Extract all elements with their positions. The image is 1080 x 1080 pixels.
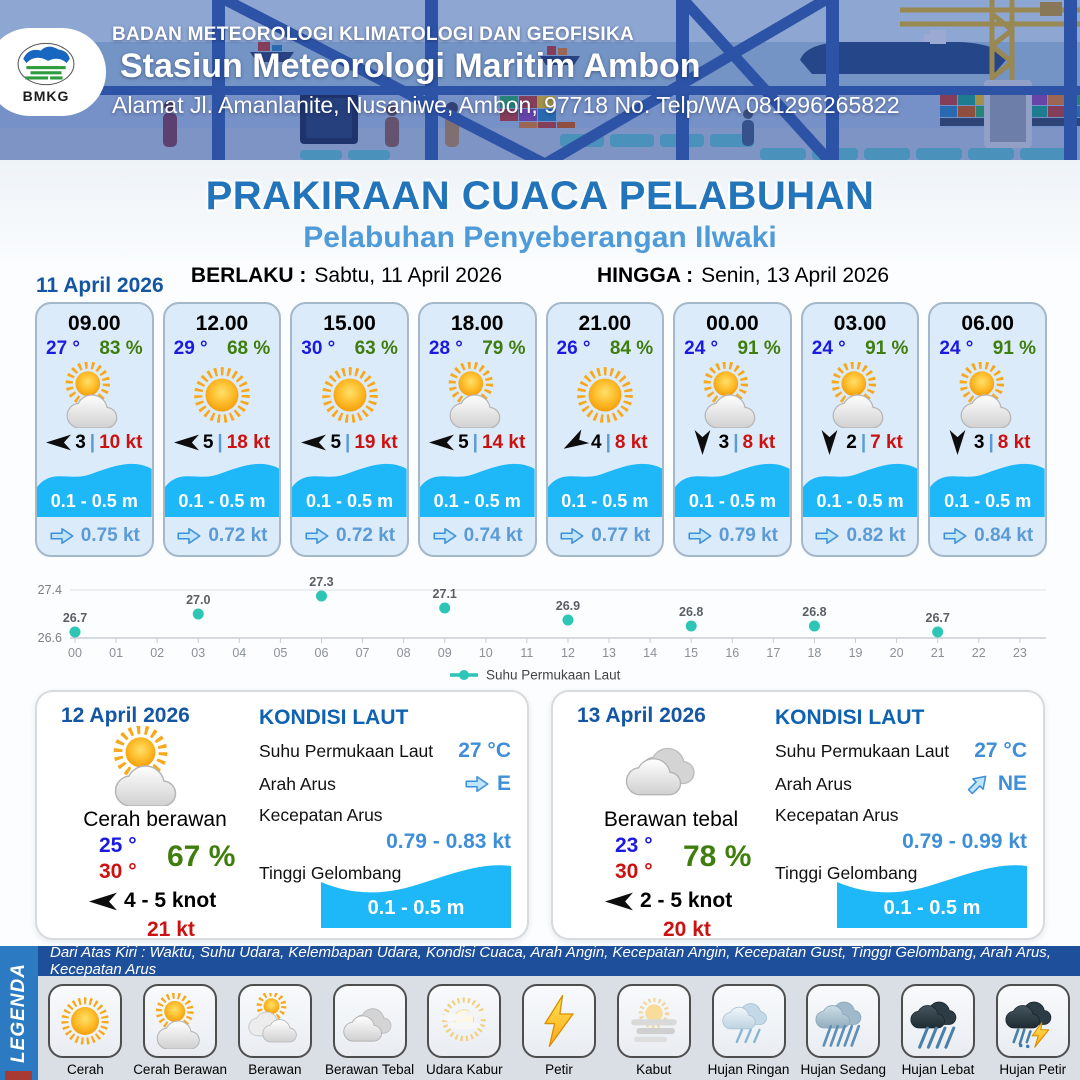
current-direction-icon	[176, 526, 202, 546]
current-direction-icon	[432, 526, 458, 546]
legend-item-label: Hujan Sedang	[800, 1062, 887, 1077]
weather-icon	[312, 362, 388, 428]
card-time: 00.00	[706, 312, 759, 335]
air-temperature: 28 °	[428, 338, 463, 360]
humidity: 83 %	[99, 338, 143, 360]
forecast-date: 11 April 2026	[36, 274, 164, 297]
wind-row	[301, 428, 397, 458]
wind-speed: 4	[590, 431, 602, 453]
card-time: 12.00	[195, 312, 249, 335]
svg-text:02: 02	[150, 646, 165, 660]
current-speed-row	[930, 517, 1045, 555]
gust-speed: 8 kt	[997, 431, 1031, 453]
wind-row	[605, 889, 732, 913]
svg-text:08: 08	[396, 646, 411, 660]
current-direction-icon	[464, 774, 490, 794]
legend-item	[227, 976, 322, 1080]
humidity: 91 %	[992, 338, 1036, 360]
legend-item-label: Berawan Tebal	[325, 1062, 415, 1077]
legend-item-label: Cerah	[66, 1062, 104, 1077]
wind-speed: 3	[75, 431, 86, 453]
wind-speed: 5	[202, 431, 214, 453]
separator: |	[860, 431, 867, 453]
title-section	[0, 160, 1080, 287]
legend-item	[985, 976, 1080, 1080]
svg-text:21: 21	[930, 646, 945, 660]
gust-speed: 20 kt	[663, 918, 711, 941]
legend-item	[38, 976, 133, 1080]
hujan-petir-icon	[1005, 993, 1061, 1049]
card-time: 03.00	[833, 312, 887, 335]
wind-row	[945, 428, 1031, 458]
card-time: 18.00	[450, 312, 504, 335]
humidity: 68 %	[226, 338, 271, 360]
berawan-icon	[247, 993, 303, 1049]
legend-icon-box	[522, 984, 596, 1058]
valid-until: HINGGA : Senin, 13 April 2026	[597, 264, 890, 287]
current-speed-value: 0.79 - 0.83 kt	[386, 830, 511, 853]
current-speed-row	[548, 517, 663, 555]
legend-icon-box	[427, 984, 501, 1058]
svg-text:Suhu Permukaan Laut: Suhu Permukaan Laut	[486, 667, 621, 683]
svg-text:16: 16	[725, 646, 740, 660]
wave-height-band	[37, 455, 152, 517]
forecast-card	[418, 302, 537, 557]
legend-item	[891, 976, 986, 1080]
wave-height-graphic	[837, 856, 1027, 928]
card-temp-humidity-row	[803, 335, 918, 361]
forecast-card	[673, 302, 792, 557]
weather-icon	[822, 362, 898, 428]
udara-kabur-icon	[436, 993, 492, 1049]
gust-speed: 8 kt	[742, 431, 776, 453]
gust-speed: 21 kt	[147, 918, 195, 941]
legend-item-label: Udara Kabur	[426, 1062, 503, 1077]
legend-icon-box	[996, 984, 1070, 1058]
current-direction-icon	[304, 526, 330, 546]
page-subtitle: Pelabuhan Penyeberangan Ilwaki	[303, 221, 777, 254]
weather-icon	[694, 362, 770, 428]
current-speed-row	[165, 517, 280, 555]
separator: |	[605, 431, 611, 453]
svg-text:19: 19	[848, 646, 863, 660]
valid-from: BERLAKU : Sabtu, 11 April 2026	[190, 264, 503, 287]
legend-footer	[0, 946, 1080, 1080]
weather-icon	[439, 362, 515, 428]
current-direction-label: Arah Arus	[259, 773, 336, 794]
svg-text:26.9: 26.9	[555, 599, 581, 613]
legend-item-label: Hujan Ringan	[707, 1062, 790, 1077]
wind-direction-icon	[429, 433, 454, 452]
svg-text:00: 00	[68, 646, 82, 660]
legend-item	[417, 976, 512, 1080]
gust-speed: 7 kt	[870, 431, 903, 453]
bmkg-emblem-icon	[15, 41, 77, 87]
sst-value: 27 °C	[974, 739, 1027, 762]
daily-panel-12-april	[35, 690, 529, 940]
wind-speed: 5	[330, 431, 342, 453]
svg-text:04: 04	[232, 646, 247, 660]
card-temp-humidity-row	[930, 335, 1045, 361]
svg-text:26.8: 26.8	[802, 605, 827, 619]
forecast-card	[35, 302, 154, 557]
wind-speed: 2	[846, 431, 857, 453]
current-speed-row	[292, 517, 407, 555]
wind-row	[817, 428, 903, 458]
card-time: 06.00	[961, 312, 1014, 335]
air-temperature: 29 °	[173, 338, 208, 360]
legend-item-label: Hujan Petir	[999, 1062, 1067, 1077]
legend-title: LEGENDA	[8, 963, 29, 1063]
petir-icon	[531, 993, 587, 1049]
wave-height-band	[292, 455, 407, 517]
page-title: PRAKIRAAN CUACA PELABUHAN	[205, 174, 875, 218]
current-speed-row	[803, 517, 918, 555]
air-temperature: 26 °	[556, 338, 591, 360]
legend-icon-box	[901, 984, 975, 1058]
humidity: 78 %	[683, 840, 752, 873]
wind-row	[562, 428, 648, 458]
humidity: 67 %	[167, 840, 236, 873]
wave-height-label: Tinggi Gelombang	[259, 863, 402, 883]
svg-text:20: 20	[889, 646, 904, 660]
current-direction-icon	[942, 526, 968, 546]
separator: |	[217, 431, 223, 453]
berawan-tebal-icon	[342, 993, 398, 1049]
humidity: 63 %	[354, 338, 398, 360]
svg-text:09: 09	[437, 646, 452, 660]
current-direction-icon	[687, 526, 713, 546]
legend-icon-box	[333, 984, 407, 1058]
separator: |	[733, 431, 739, 453]
weather-description: Cerah berawan	[83, 808, 227, 831]
legend-strip-accent	[5, 1071, 32, 1080]
wave-height: 0.1 - 0.5 m	[50, 491, 138, 511]
wind-direction-icon	[46, 433, 71, 452]
svg-text:27.0: 27.0	[186, 593, 211, 607]
wind-direction-icon	[820, 430, 839, 455]
weather-description: Berawan tebal	[603, 808, 739, 831]
wave-height-value: 0.1 - 0.5 m	[367, 897, 465, 919]
forecast-card	[546, 302, 665, 557]
weather-icon	[95, 726, 201, 806]
wave-height-label: Tinggi Gelombang	[775, 863, 918, 883]
legend-item-label: Petir	[545, 1062, 573, 1077]
sea-conditions-title: KONDISI LAUT	[259, 706, 409, 729]
wind-direction-icon	[948, 430, 967, 455]
daily-panels	[35, 690, 1045, 940]
card-temp-humidity-row	[37, 335, 152, 361]
forecast-card	[290, 302, 409, 557]
legend-icon-box	[143, 984, 217, 1058]
current-speed-label: Kecepatan Arus	[775, 805, 899, 825]
legend-icon-box	[238, 984, 312, 1058]
air-temperature: 24 °	[811, 338, 846, 360]
cerah-icon	[57, 993, 113, 1049]
wave-height: 0.1 - 0.5 m	[433, 491, 521, 511]
hujan-sedang-icon	[815, 993, 871, 1049]
current-speed: 0.77 kt	[591, 525, 651, 546]
svg-text:23: 23	[1012, 646, 1027, 660]
sst-label: Suhu Permukaan Laut	[259, 740, 434, 761]
legend-icon-box	[806, 984, 880, 1058]
current-direction-icon	[49, 526, 75, 546]
wind-speed: 3	[718, 431, 730, 453]
wave-height: 0.1 - 0.5 m	[306, 491, 394, 511]
bmkg-logo	[0, 28, 106, 116]
station-name: Stasiun Meteorologi Maritim Ambon	[120, 47, 701, 85]
legend-item	[133, 976, 228, 1080]
svg-text:27.4: 27.4	[37, 583, 62, 597]
air-temperature: 30 °	[301, 338, 336, 360]
weather-icon	[567, 362, 643, 428]
humidity: 91 %	[737, 338, 781, 360]
wind-speed: 4 - 5 knot	[124, 889, 217, 912]
wind-speed: 2 - 5 knot	[640, 889, 733, 912]
legend-title-strip	[0, 946, 38, 1080]
weather-icon	[611, 726, 717, 806]
wind-row	[690, 428, 776, 458]
legend-item	[796, 976, 891, 1080]
card-temp-humidity-row	[420, 335, 535, 361]
gust-speed: 8 kt	[614, 431, 648, 453]
svg-text:01: 01	[109, 646, 124, 660]
svg-text:26.8: 26.8	[679, 605, 704, 619]
svg-text:10: 10	[478, 646, 493, 660]
forecast-card	[163, 302, 282, 557]
current-direction-value: NE	[997, 772, 1027, 795]
legend-item-label: Hujan Lebat	[901, 1062, 975, 1077]
hujan-ringan-icon	[721, 993, 777, 1049]
current-speed-label: Kecepatan Arus	[259, 805, 383, 825]
card-temp-humidity-row	[675, 335, 790, 361]
card-temp-humidity-row	[165, 335, 280, 361]
wind-row	[174, 428, 270, 458]
current-speed: 0.74 kt	[463, 525, 523, 546]
svg-text:15: 15	[684, 646, 699, 660]
sea-conditions	[259, 706, 511, 928]
wind-row	[429, 428, 525, 458]
gust-speed: 14 kt	[481, 431, 526, 453]
wind-direction-icon	[693, 430, 712, 455]
temp-max: 30 °	[99, 860, 137, 883]
wind-direction-icon	[559, 428, 590, 457]
card-time: 15.00	[323, 312, 376, 335]
svg-text:12: 12	[561, 646, 575, 660]
current-direction-icon	[559, 526, 585, 546]
current-speed-row	[675, 517, 790, 555]
kabut-icon	[626, 993, 682, 1049]
wave-height-value: 0.1 - 0.5 m	[883, 897, 981, 919]
current-speed: 0.79 kt	[718, 525, 779, 546]
wave-height-band	[165, 455, 280, 517]
hujan-lebat-icon	[910, 993, 966, 1049]
weather-icon	[56, 362, 132, 428]
svg-text:05: 05	[273, 646, 288, 660]
forecast-cards-row	[35, 302, 1047, 557]
wave-height: 0.1 - 0.5 m	[816, 491, 904, 511]
svg-text:14: 14	[643, 646, 658, 660]
sst-value: 27 °C	[458, 739, 511, 762]
weather-icon	[950, 362, 1026, 428]
separator: |	[988, 431, 994, 453]
humidity: 84 %	[609, 338, 654, 360]
svg-text:13: 13	[602, 646, 616, 660]
wind-row	[46, 428, 142, 458]
current-direction-icon	[814, 526, 840, 546]
forecast-card	[801, 302, 920, 557]
wave-height: 0.1 - 0.5 m	[944, 491, 1032, 511]
wave-height-band	[930, 455, 1045, 517]
legend-items-row	[38, 976, 1080, 1080]
svg-text:18: 18	[807, 646, 822, 660]
temp-min: 23 °	[615, 834, 653, 857]
card-temp-humidity-row	[292, 335, 407, 361]
wind-direction-icon	[174, 433, 199, 452]
wind-speed: 3	[973, 431, 985, 453]
current-direction-label: Arah Arus	[775, 773, 852, 794]
legend-item	[512, 976, 607, 1080]
bmkg-logo-text: BMKG	[22, 87, 70, 104]
wind-row	[89, 889, 216, 913]
separator: |	[89, 431, 96, 453]
svg-text:26.7: 26.7	[925, 611, 950, 625]
legend-caption: Dari Atas Kiri : Waktu, Suhu Udara, Kelembapan Udara, Kondisi Cuaca, Arah Angin, Kecepatan Angin, Kecepatan Gust, Tinggi Gelombang, Arah Arus, Kecepatan Arus	[38, 946, 1080, 976]
wind-direction-icon	[301, 433, 326, 452]
svg-text:22: 22	[971, 646, 986, 660]
wave-height: 0.1 - 0.5 m	[561, 491, 649, 511]
card-temp-humidity-row	[548, 335, 663, 361]
legend-item	[701, 976, 796, 1080]
svg-text:03: 03	[191, 646, 206, 660]
svg-text:17: 17	[766, 646, 781, 660]
svg-text:27.3: 27.3	[309, 575, 334, 589]
temp-min: 25 °	[99, 834, 137, 857]
current-speed-row	[37, 517, 152, 555]
legend-icon-box	[48, 984, 122, 1058]
sea-conditions	[775, 706, 1027, 928]
gust-speed: 18 kt	[226, 431, 271, 453]
weather-icon	[184, 362, 260, 428]
card-time: 09.00	[68, 312, 121, 335]
current-speed: 0.84 kt	[974, 525, 1034, 546]
air-temperature: 24 °	[939, 338, 974, 360]
wave-height: 0.1 - 0.5 m	[688, 491, 776, 511]
temp-max: 30 °	[615, 860, 653, 883]
wave-height-band	[420, 455, 535, 517]
wave-height-graphic	[321, 856, 511, 928]
sea-surface-temperature-chart	[0, 560, 1080, 686]
sst-label: Suhu Permukaan Laut	[775, 740, 950, 761]
svg-text:06: 06	[314, 646, 329, 660]
wind-direction-icon	[605, 891, 633, 912]
daily-panel-13-april	[551, 690, 1045, 940]
svg-text:07: 07	[355, 646, 370, 660]
card-time: 21.00	[578, 312, 632, 335]
air-temperature: 27 °	[46, 338, 81, 360]
current-speed: 0.72 kt	[208, 525, 268, 546]
current-speed: 0.72 kt	[335, 525, 396, 546]
current-direction-value: E	[496, 772, 511, 795]
current-speed-row	[420, 517, 535, 555]
air-temperature: 24 °	[684, 338, 719, 360]
wind-speed: 5	[458, 431, 469, 453]
current-direction-icon	[962, 768, 995, 801]
separator: |	[472, 431, 478, 453]
humidity: 79 %	[482, 338, 526, 360]
panel-date: 12 April 2026	[61, 704, 190, 727]
legend-item	[322, 976, 417, 1080]
legend-icon-box	[712, 984, 786, 1058]
sea-conditions-title: KONDISI LAUT	[775, 706, 925, 729]
wave-height-band	[803, 455, 918, 517]
current-speed: 0.75 kt	[80, 525, 140, 546]
cerah-berawan-icon	[152, 993, 208, 1049]
header	[0, 0, 1080, 160]
legend-item-label: Cerah Berawan	[133, 1062, 227, 1077]
wave-height-band	[675, 455, 790, 517]
station-address: Alamat Jl. Amanlanite, Nusaniwe, Ambon, 97718 No. Telp/WA 081296265822	[112, 92, 900, 118]
current-speed-value: 0.79 - 0.99 kt	[902, 830, 1027, 853]
svg-text:27.1: 27.1	[432, 587, 457, 601]
legend-item	[606, 976, 701, 1080]
legend-item-label: Berawan	[248, 1062, 302, 1077]
current-speed: 0.82 kt	[846, 525, 906, 546]
humidity: 91 %	[865, 338, 909, 360]
legend-item-label: Kabut	[636, 1062, 672, 1077]
gust-speed: 10 kt	[99, 431, 143, 453]
agency-name: BADAN METEOROLOGI KLIMATOLOGI DAN GEOFISIKA	[112, 24, 635, 45]
gust-speed: 19 kt	[354, 431, 398, 453]
separator: |	[345, 431, 351, 453]
legend-icon-box	[617, 984, 691, 1058]
wave-height-band	[548, 455, 663, 517]
svg-text:26.7: 26.7	[62, 611, 88, 625]
forecast-card	[928, 302, 1047, 557]
svg-text:11: 11	[520, 646, 534, 660]
svg-text:26.6: 26.6	[37, 631, 62, 645]
panel-date: 13 April 2026	[577, 704, 706, 727]
wave-height: 0.1 - 0.5 m	[178, 491, 266, 511]
wind-direction-icon	[89, 891, 117, 912]
